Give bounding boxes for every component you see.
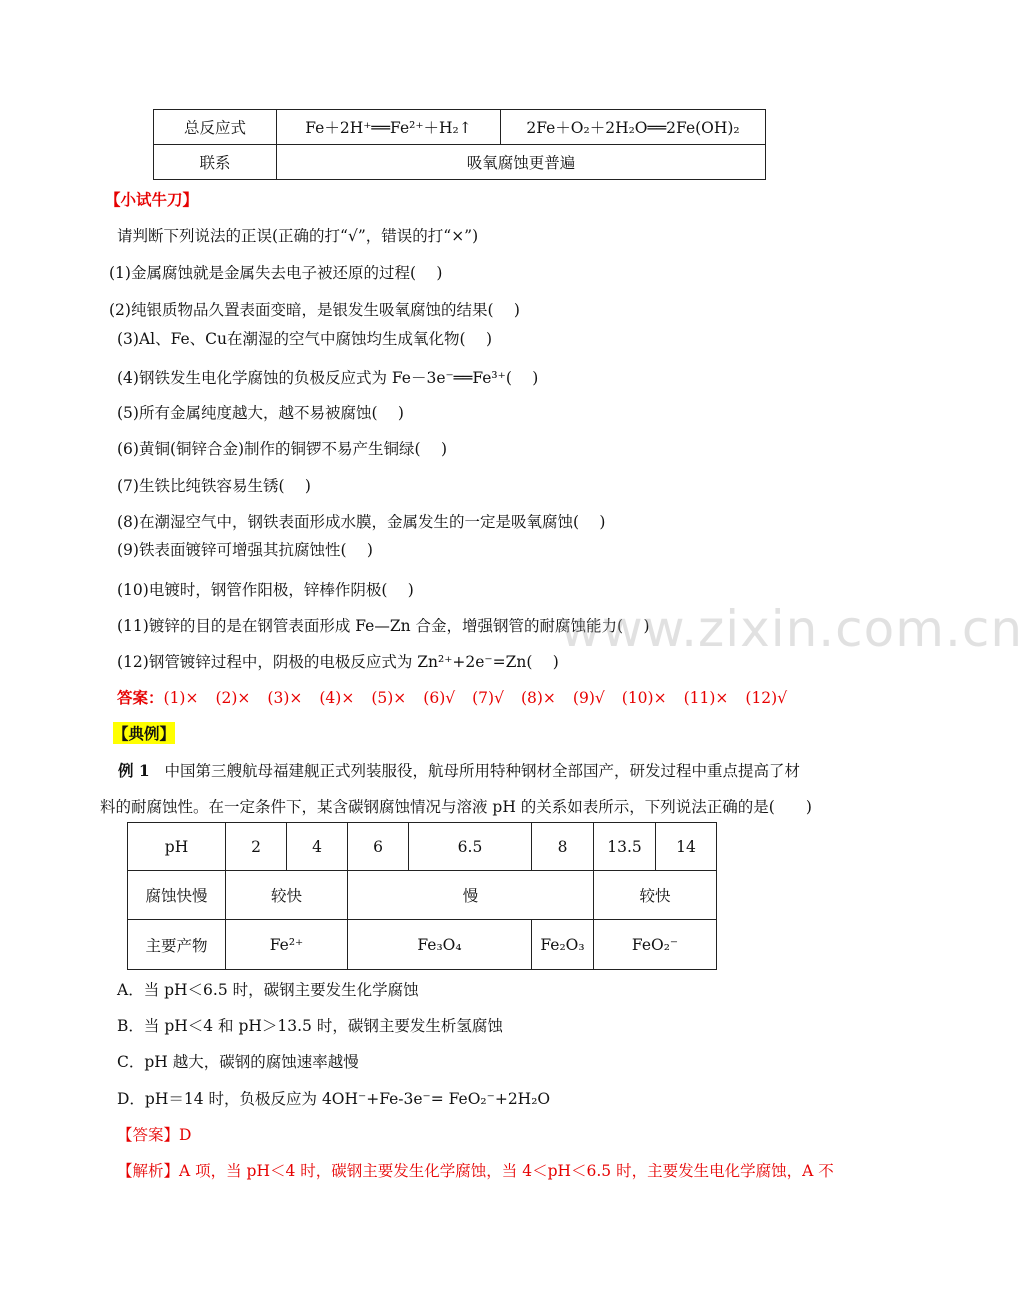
question-item-3: (3)Al、Fe、Cu在潮湿的空气中腐蚀均生成氧化物( ) [117, 330, 493, 348]
example-label: 例 1 [118, 761, 150, 780]
option-c: C．pH 越大，碳钢的腐蚀速率越慢 [117, 1053, 359, 1071]
question-item-2: (2)纯银质物品久置表面变暗，是银发生吸氧腐蚀的结果( ) [109, 301, 520, 319]
option-a: A．当 pH＜6.5 时，碳钢主要发生化学腐蚀 [117, 981, 419, 999]
answer-item-10: (10)× [621, 689, 667, 707]
answer-item-5: (5)× [371, 689, 407, 707]
example-line-1 [118, 759, 800, 781]
ph-value-8: 8 [532, 823, 594, 871]
rate-header: 腐蚀快慢 [128, 871, 226, 920]
question-item-11: (11)镀锌的目的是在钢管表面形成 Fe—Zn 合金，增强钢管的耐腐蚀能力( ) [117, 617, 650, 635]
answer-item-4: (4)× [319, 689, 355, 707]
product-header: 主要产物 [128, 920, 226, 970]
answer-item-2: (2)× [215, 689, 251, 707]
rate-slow: 慢 [348, 871, 594, 920]
row-label-relation: 联系 [154, 145, 277, 180]
answer-item-11: (11)× [683, 689, 729, 707]
ph-value-6-5: 6.5 [409, 823, 532, 871]
option-d: D．pH＝14 时，负极反应为 4OH⁻+Fe-3e⁻= FeO₂⁻+2H₂O [117, 1090, 551, 1108]
ph-value-14: 14 [656, 823, 717, 871]
question-item-7: (7)生铁比纯铁容易生锈( ) [117, 477, 311, 495]
example-analysis: 【解析】A 项，当 pH＜4 时，碳钢主要发生化学腐蚀，当 4＜pH＜6.5 时，主要发生电化学腐蚀，A 不 [117, 1162, 834, 1180]
oxygen-absorption-equation: 2Fe＋O₂＋2H₂O══2Fe(OH)₂ [501, 110, 766, 145]
example-text-1: 中国第三艘航母福建舰正式列装服役，航母所用特种钢材全部国产，研发过程中重点提高了材 [164, 762, 800, 780]
question-item-5: (5)所有金属纯度越大，越不易被腐蚀( ) [117, 404, 404, 422]
ph-value-2: 2 [226, 823, 287, 871]
comparison-table [153, 109, 766, 180]
product-feo2minus: FeO₂⁻ [594, 920, 717, 970]
question-item-1: (1)金属腐蚀就是金属失去电子被还原的过程( ) [109, 264, 443, 282]
option-b: B．当 pH＜4 和 pH＞13.5 时，碳钢主要发生析氢腐蚀 [117, 1017, 503, 1035]
ph-header: pH [128, 823, 226, 871]
answer-item-8: (8)× [520, 689, 556, 707]
answer-item-6: (6)√ [423, 689, 456, 707]
ph-value-4: 4 [287, 823, 348, 871]
answer-item-9: (9)√ [572, 689, 605, 707]
instruction-text: 请判断下列说法的正误(正确的打“√”，错误的打“×”) [117, 227, 479, 245]
question-item-6: (6)黄铜(铜锌合金)制作的铜锣不易产生铜绿( ) [117, 440, 448, 458]
watermark-text: www.zixin.com.cn [560, 600, 1023, 658]
section-title-practice: 【小试牛刀】 [105, 190, 199, 209]
rate-fast-high: 较快 [594, 871, 717, 920]
question-item-8: (8)在潮湿空气中，钢铁表面形成水膜，金属发生的一定是吸氧腐蚀( ) [117, 513, 606, 531]
product-fe2o3: Fe₂O₃ [532, 920, 594, 970]
hydrogen-evolution-equation: Fe＋2H⁺══Fe²⁺＋H₂↑ [277, 110, 501, 145]
ph-value-13-5: 13.5 [594, 823, 656, 871]
example-answer: 【答案】D [117, 1126, 192, 1144]
answer-item-7: (7)√ [472, 689, 504, 707]
row-label-total-reaction: 总反应式 [154, 110, 277, 145]
product-fe2plus: Fe²⁺ [226, 920, 348, 970]
question-item-12: (12)钢管镀锌过程中，阴极的电极反应式为 Zn²⁺+2e⁻=Zn( ) [117, 653, 559, 671]
rate-fast-low: 较快 [226, 871, 348, 920]
section-title-example: 【典例】 [113, 724, 176, 743]
question-item-9: (9)铁表面镀锌可增强其抗腐蚀性( ) [117, 541, 373, 559]
example-line-2: 料的耐腐蚀性。在一定条件下，某含碳钢腐蚀情况与溶液 pH 的关系如表所示，下列说法正确的是( ) [100, 798, 812, 816]
answer-item-1: (1)× [163, 689, 199, 707]
question-item-4: (4)钢铁发生电化学腐蚀的负极反应式为 Fe－3e⁻══Fe³⁺( ) [117, 369, 539, 387]
product-fe3o4: Fe₃O₄ [348, 920, 532, 970]
answer-item-3: (3)× [267, 689, 303, 707]
answer-item-12: (12)√ [745, 689, 788, 707]
answer-line [117, 686, 787, 708]
question-item-10: (10)电镀时，钢管作阳极，锌棒作阴极( ) [117, 581, 414, 599]
answer-label: 答案： [117, 688, 164, 707]
ph-corrosion-table [127, 822, 717, 970]
relation-value: 吸氧腐蚀更普遍 [277, 145, 766, 180]
ph-value-6: 6 [348, 823, 409, 871]
